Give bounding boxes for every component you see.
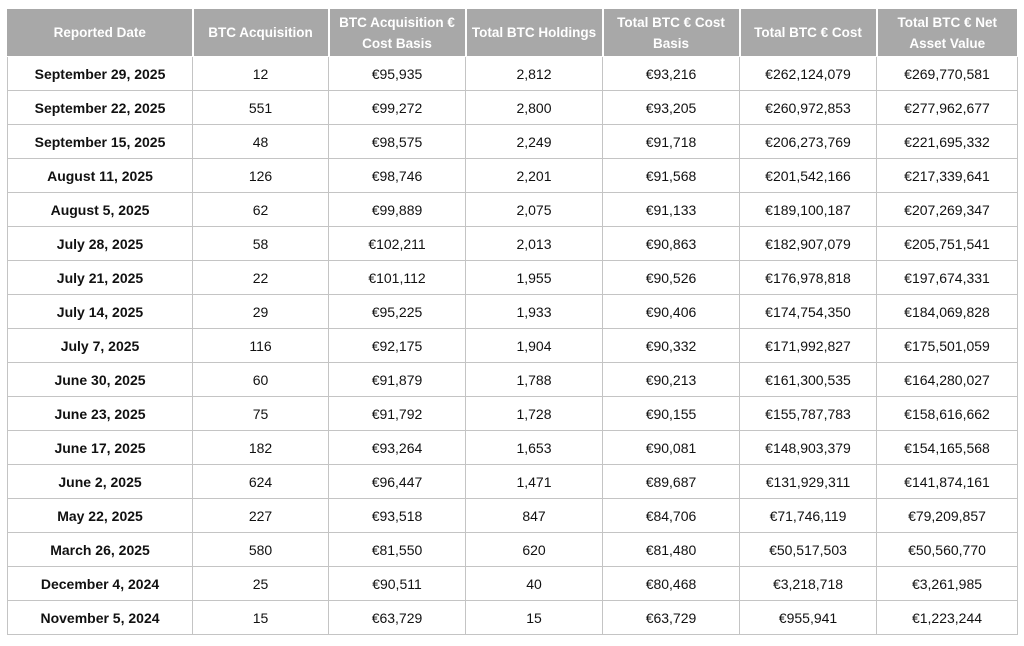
cell-btc-acquisition-cost-basis: €101,112: [329, 261, 466, 295]
column-header-btc-acquisition: BTC Acquisition: [193, 9, 329, 57]
table-row: [8, 431, 1018, 465]
cell-reported-date: September 15, 2025: [8, 125, 193, 159]
cell-total-btc-cost: €201,542,166: [740, 159, 877, 193]
column-header-total-btc-net-asset-value: Total BTC € Net Asset Value: [877, 9, 1018, 57]
cell-btc-acquisition: 48: [193, 125, 329, 159]
cell-btc-acquisition: 580: [193, 533, 329, 567]
cell-total-btc-cost-basis: €91,133: [603, 193, 740, 227]
cell-reported-date: June 2, 2025: [8, 465, 193, 499]
cell-btc-acquisition: 22: [193, 261, 329, 295]
btc-holdings-table-container: [7, 8, 1017, 635]
cell-btc-acquisition: 75: [193, 397, 329, 431]
cell-total-btc-net-asset-value: €175,501,059: [877, 329, 1018, 363]
cell-total-btc-cost: €171,992,827: [740, 329, 877, 363]
cell-total-btc-net-asset-value: €50,560,770: [877, 533, 1018, 567]
cell-total-btc-cost-basis: €90,526: [603, 261, 740, 295]
table-row: [8, 533, 1018, 567]
cell-total-btc-holdings: 1,955: [466, 261, 603, 295]
cell-total-btc-cost: €260,972,853: [740, 91, 877, 125]
cell-total-btc-net-asset-value: €1,223,244: [877, 601, 1018, 635]
cell-total-btc-holdings: 1,728: [466, 397, 603, 431]
cell-btc-acquisition: 624: [193, 465, 329, 499]
table-header-row: [8, 9, 1018, 57]
table-row: [8, 601, 1018, 635]
cell-btc-acquisition: 126: [193, 159, 329, 193]
cell-total-btc-net-asset-value: €205,751,541: [877, 227, 1018, 261]
table-row: [8, 261, 1018, 295]
cell-btc-acquisition-cost-basis: €92,175: [329, 329, 466, 363]
cell-btc-acquisition: 60: [193, 363, 329, 397]
cell-total-btc-holdings: 2,075: [466, 193, 603, 227]
table-row: [8, 329, 1018, 363]
cell-btc-acquisition: 15: [193, 601, 329, 635]
cell-total-btc-holdings: 15: [466, 601, 603, 635]
cell-reported-date: November 5, 2024: [8, 601, 193, 635]
cell-total-btc-net-asset-value: €141,874,161: [877, 465, 1018, 499]
cell-total-btc-cost-basis: €81,480: [603, 533, 740, 567]
column-header-total-btc-holdings: Total BTC Holdings: [466, 9, 603, 57]
cell-btc-acquisition-cost-basis: €98,746: [329, 159, 466, 193]
cell-btc-acquisition-cost-basis: €91,879: [329, 363, 466, 397]
cell-total-btc-cost: €174,754,350: [740, 295, 877, 329]
cell-total-btc-cost-basis: €80,468: [603, 567, 740, 601]
cell-total-btc-cost: €206,273,769: [740, 125, 877, 159]
cell-btc-acquisition: 182: [193, 431, 329, 465]
cell-total-btc-cost: €148,903,379: [740, 431, 877, 465]
btc-holdings-table: [7, 8, 1018, 635]
table-row: [8, 499, 1018, 533]
cell-total-btc-holdings: 2,249: [466, 125, 603, 159]
table-row: [8, 465, 1018, 499]
cell-btc-acquisition: 29: [193, 295, 329, 329]
cell-btc-acquisition-cost-basis: €95,935: [329, 57, 466, 91]
cell-total-btc-net-asset-value: €217,339,641: [877, 159, 1018, 193]
table-row: [8, 227, 1018, 261]
cell-btc-acquisition-cost-basis: €99,889: [329, 193, 466, 227]
cell-reported-date: July 28, 2025: [8, 227, 193, 261]
table-row: [8, 397, 1018, 431]
cell-btc-acquisition-cost-basis: €96,447: [329, 465, 466, 499]
cell-total-btc-cost: €176,978,818: [740, 261, 877, 295]
cell-total-btc-cost-basis: €93,216: [603, 57, 740, 91]
cell-total-btc-cost-basis: €91,568: [603, 159, 740, 193]
cell-total-btc-net-asset-value: €3,261,985: [877, 567, 1018, 601]
cell-total-btc-cost: €3,218,718: [740, 567, 877, 601]
table-row: [8, 159, 1018, 193]
cell-total-btc-cost-basis: €90,081: [603, 431, 740, 465]
cell-total-btc-net-asset-value: €197,674,331: [877, 261, 1018, 295]
cell-total-btc-holdings: 1,788: [466, 363, 603, 397]
cell-btc-acquisition-cost-basis: €93,518: [329, 499, 466, 533]
cell-reported-date: June 23, 2025: [8, 397, 193, 431]
cell-total-btc-cost: €955,941: [740, 601, 877, 635]
cell-reported-date: August 11, 2025: [8, 159, 193, 193]
cell-btc-acquisition-cost-basis: €63,729: [329, 601, 466, 635]
cell-btc-acquisition: 551: [193, 91, 329, 125]
cell-total-btc-cost: €71,746,119: [740, 499, 877, 533]
cell-total-btc-cost-basis: €90,155: [603, 397, 740, 431]
cell-reported-date: December 4, 2024: [8, 567, 193, 601]
cell-btc-acquisition: 58: [193, 227, 329, 261]
cell-total-btc-holdings: 2,201: [466, 159, 603, 193]
cell-btc-acquisition-cost-basis: €81,550: [329, 533, 466, 567]
table-row: [8, 57, 1018, 91]
cell-total-btc-cost: €155,787,783: [740, 397, 877, 431]
cell-btc-acquisition: 116: [193, 329, 329, 363]
cell-reported-date: September 29, 2025: [8, 57, 193, 91]
cell-total-btc-cost: €262,124,079: [740, 57, 877, 91]
table-row: [8, 295, 1018, 329]
cell-btc-acquisition: 62: [193, 193, 329, 227]
cell-btc-acquisition: 12: [193, 57, 329, 91]
cell-reported-date: September 22, 2025: [8, 91, 193, 125]
cell-total-btc-cost: €182,907,079: [740, 227, 877, 261]
cell-total-btc-holdings: 1,933: [466, 295, 603, 329]
cell-btc-acquisition-cost-basis: €102,211: [329, 227, 466, 261]
cell-total-btc-cost-basis: €91,718: [603, 125, 740, 159]
cell-total-btc-holdings: 2,812: [466, 57, 603, 91]
cell-total-btc-holdings: 40: [466, 567, 603, 601]
table-row: [8, 363, 1018, 397]
cell-total-btc-cost-basis: €93,205: [603, 91, 740, 125]
cell-total-btc-cost-basis: €63,729: [603, 601, 740, 635]
cell-total-btc-holdings: 2,800: [466, 91, 603, 125]
cell-total-btc-net-asset-value: €79,209,857: [877, 499, 1018, 533]
cell-total-btc-net-asset-value: €164,280,027: [877, 363, 1018, 397]
cell-total-btc-holdings: 847: [466, 499, 603, 533]
cell-total-btc-cost-basis: €84,706: [603, 499, 740, 533]
cell-total-btc-cost: €50,517,503: [740, 533, 877, 567]
cell-reported-date: August 5, 2025: [8, 193, 193, 227]
cell-btc-acquisition-cost-basis: €93,264: [329, 431, 466, 465]
cell-total-btc-cost: €161,300,535: [740, 363, 877, 397]
table-row: [8, 91, 1018, 125]
cell-total-btc-holdings: 620: [466, 533, 603, 567]
cell-total-btc-cost-basis: €90,863: [603, 227, 740, 261]
cell-total-btc-cost-basis: €90,406: [603, 295, 740, 329]
cell-reported-date: July 14, 2025: [8, 295, 193, 329]
cell-btc-acquisition-cost-basis: €95,225: [329, 295, 466, 329]
cell-btc-acquisition-cost-basis: €99,272: [329, 91, 466, 125]
table-row: [8, 125, 1018, 159]
cell-total-btc-holdings: 1,471: [466, 465, 603, 499]
cell-total-btc-holdings: 1,904: [466, 329, 603, 363]
cell-total-btc-net-asset-value: €269,770,581: [877, 57, 1018, 91]
cell-total-btc-holdings: 1,653: [466, 431, 603, 465]
table-row: [8, 567, 1018, 601]
cell-total-btc-net-asset-value: €207,269,347: [877, 193, 1018, 227]
cell-reported-date: July 7, 2025: [8, 329, 193, 363]
cell-reported-date: June 30, 2025: [8, 363, 193, 397]
cell-reported-date: June 17, 2025: [8, 431, 193, 465]
table-row: [8, 193, 1018, 227]
cell-btc-acquisition-cost-basis: €90,511: [329, 567, 466, 601]
cell-btc-acquisition: 25: [193, 567, 329, 601]
cell-total-btc-cost-basis: €90,213: [603, 363, 740, 397]
cell-reported-date: March 26, 2025: [8, 533, 193, 567]
column-header-btc-acquisition-cost-basis: BTC Acquisition € Cost Basis: [329, 9, 466, 57]
cell-total-btc-net-asset-value: €277,962,677: [877, 91, 1018, 125]
column-header-total-btc-cost: Total BTC € Cost: [740, 9, 877, 57]
cell-total-btc-net-asset-value: €158,616,662: [877, 397, 1018, 431]
cell-total-btc-net-asset-value: €154,165,568: [877, 431, 1018, 465]
cell-btc-acquisition-cost-basis: €91,792: [329, 397, 466, 431]
cell-total-btc-holdings: 2,013: [466, 227, 603, 261]
cell-btc-acquisition: 227: [193, 499, 329, 533]
column-header-reported-date: Reported Date: [8, 9, 193, 57]
cell-btc-acquisition-cost-basis: €98,575: [329, 125, 466, 159]
cell-reported-date: May 22, 2025: [8, 499, 193, 533]
cell-total-btc-cost: €131,929,311: [740, 465, 877, 499]
column-header-total-btc-cost-basis: Total BTC € Cost Basis: [603, 9, 740, 57]
cell-total-btc-cost-basis: €90,332: [603, 329, 740, 363]
cell-reported-date: July 21, 2025: [8, 261, 193, 295]
cell-total-btc-cost-basis: €89,687: [603, 465, 740, 499]
table-body: [8, 57, 1018, 635]
cell-total-btc-cost: €189,100,187: [740, 193, 877, 227]
cell-total-btc-net-asset-value: €221,695,332: [877, 125, 1018, 159]
cell-total-btc-net-asset-value: €184,069,828: [877, 295, 1018, 329]
